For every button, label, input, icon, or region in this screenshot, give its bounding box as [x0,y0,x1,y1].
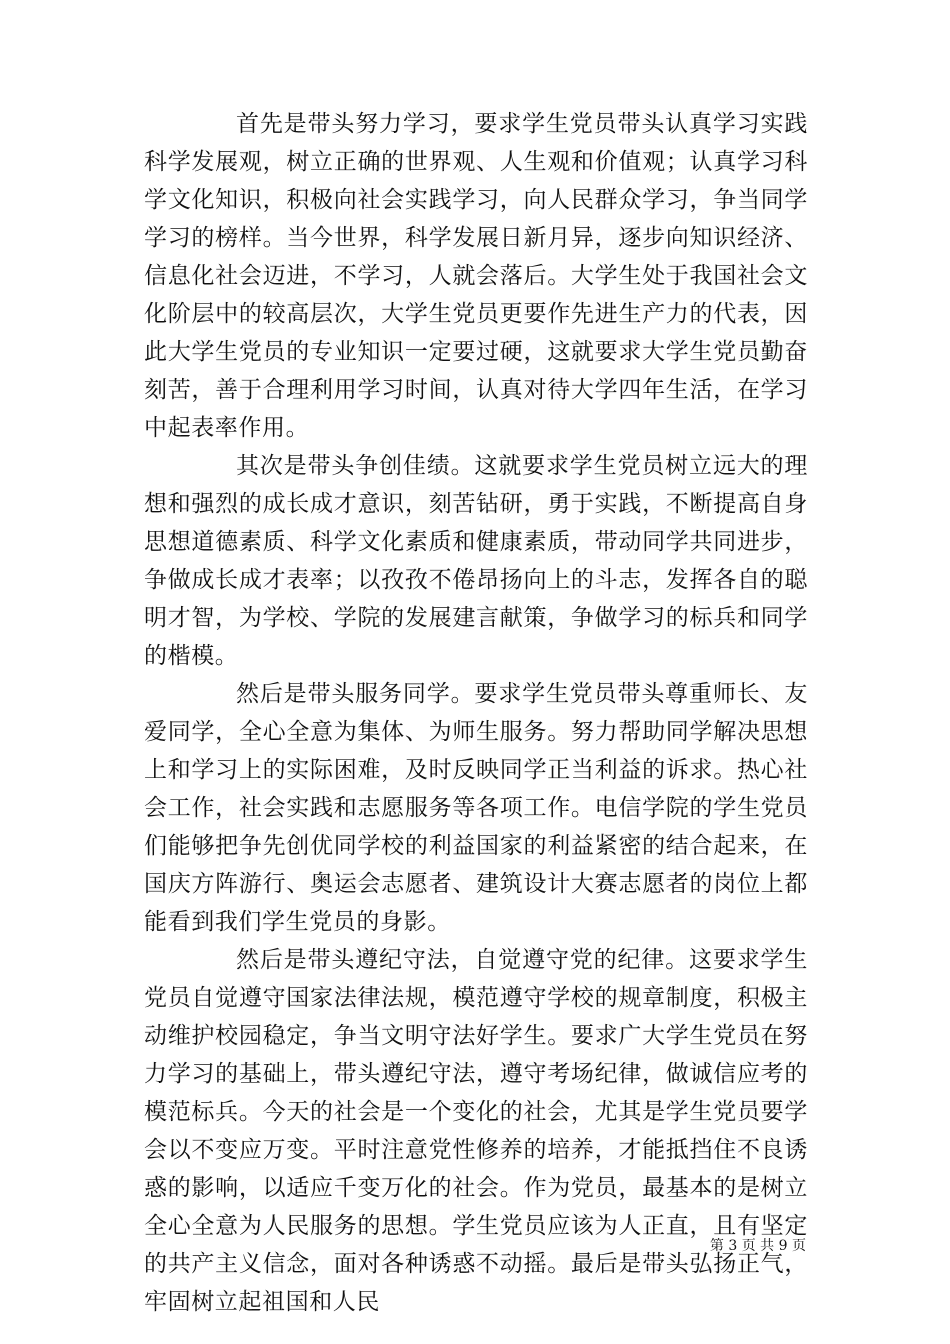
document-body [144,105,808,1321]
paragraph-service: 然后是带头服务同学。要求学生党员带头尊重师长、友爱同学，全心全意为集体、为师生服务。努力帮助同学解决思想上和学习上的实际困难，及时反映同学正当利益的诉求。热心社会工作，社会实践和志愿服务等各项工作。电信学院的学生党员们能够把争先创优同学校的利益国家的利益紧密的结合起来，在国庆方阵游行、奥运会志愿者、建筑设计大赛志愿者的岗位上都能看到我们学生党员的身影。 [144,681,808,935]
paragraph-study: 首先是带头努力学习，要求学生党员带头认真学习实践科学发展观，树立正确的世界观、人生观和价值观；认真学习科学文化知识，积极向社会实践学习，向人民群众学习，争当同学学习的榜样。当今世界，科学发展日新月异，逐步向知识经济、信息化社会迈进，不学习，人就会落后。大学生处于我国社会文化阶层中的较高层次，大学生党员更要作先进生产力的代表，因此大学生党员的专业知识一定要过硬，这就要求大学生党员勤奋刻苦，善于合理利用学习时间，认真对待大学四年生活，在学习中起表率作用。 [144,111,808,441]
page-number-footer: 第 3 页 共 9 页 [709,1238,806,1254]
paragraph-achievement: 其次是带头争创佳绩。这就要求学生党员树立远大的理想和强烈的成长成才意识，刻苦钻研，勇于实践，不断提高自身思想道德素质、科学文化素质和健康素质，带动同学共同进步，争做成长成才表率；以孜孜不倦昂扬向上的斗志，发挥各自的聪明才智，为学校、学院的发展建言献策，争做学习的标兵和同学的楷模。 [144,453,808,669]
paragraph-discipline: 然后是带头遵纪守法，自觉遵守党的纪律。这要求学生党员自觉遵守国家法律法规，模范遵守学校的规章制度，积极主动维护校园稳定，争当文明守法好学生。要求广大学生党员在努力学习的基础上，带头遵纪守法，遵守考场纪律，做诚信应考的模范标兵。今天的社会是一个变化的社会，尤其是学生党员要学会以不变应万变。平时注意党性修养的培养，才能抵挡住不良诱惑的影响，以适应千变万化的社会。作为党员，最基本的是树立全心全意为人民服务的思想。学生党员应该为人正直，且有坚定的共产主义信念，面对各种诱惑不动摇。最后是带头弘扬正气，牢固树立起祖国和人民 [144,947,808,1315]
